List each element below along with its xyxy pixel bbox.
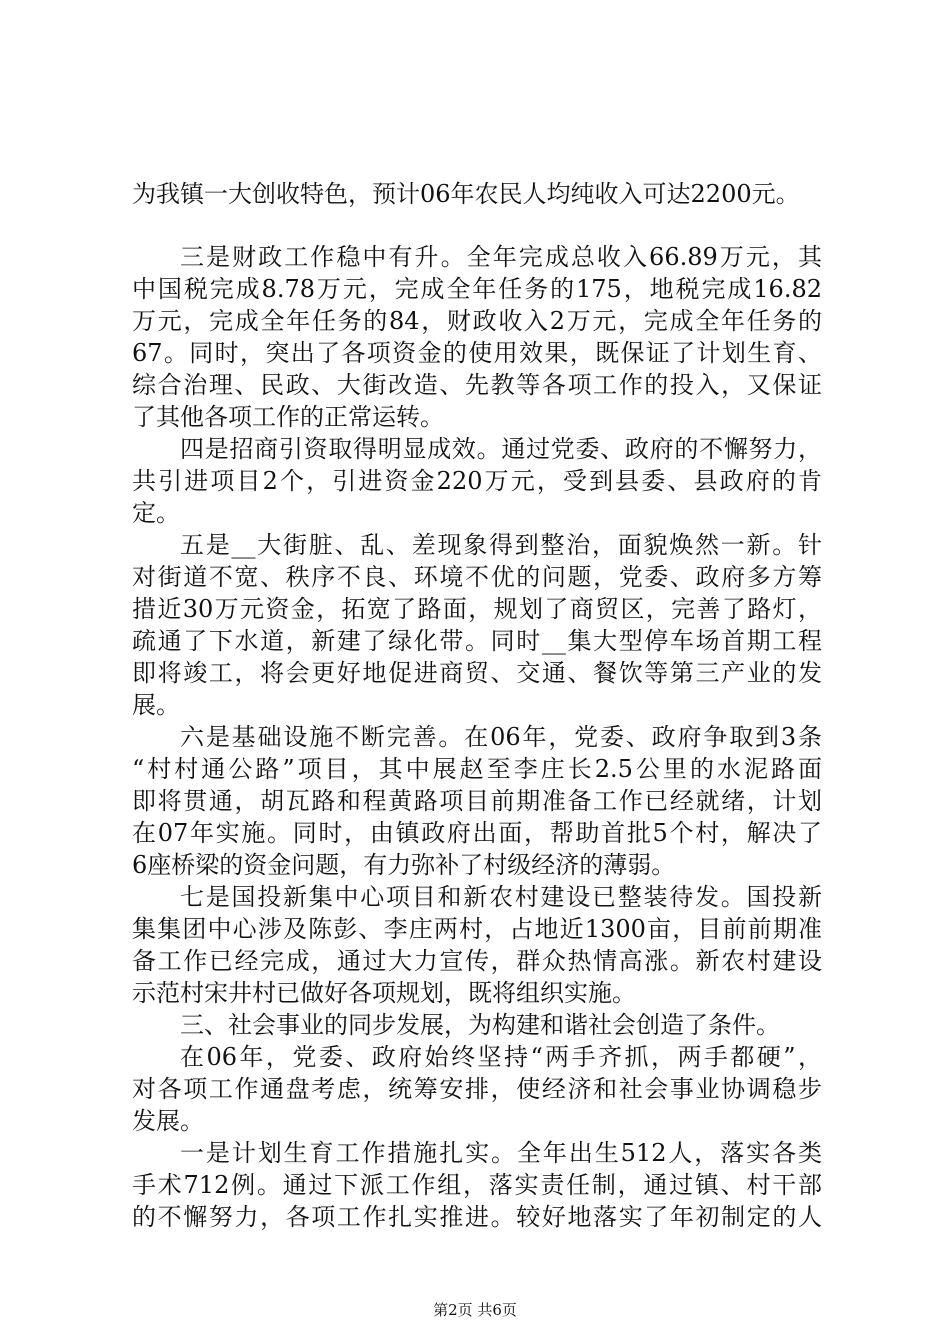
text-line: 手术712例。通过下派工作组，落实责任制，通过镇、村干部 (132, 1171, 822, 1199)
text-line: 中国税完成8.78万元，完成全年任务的175，地税完成16.82 (132, 275, 822, 303)
text-line: 措近30万元资金，拓宽了路面，规划了商贸区，完善了路灯， (132, 595, 822, 623)
text-line: 的不懈努力，各项工作扎实推进。较好地落实了年初制定的人 (132, 1203, 822, 1231)
text-line: 67。同时，突出了各项资金的使用效果，既保证了计划生育、 (132, 339, 822, 367)
text-line: 即将竣工，将会更好地促进商贸、交通、餐饮等第三产业的发 (132, 659, 822, 687)
text-line: 万元，完成全年任务的84，财政收入2万元，完成全年任务的 (132, 307, 822, 335)
text-line: 对街道不宽、秩序不良、环境不优的问题，党委、政府多方筹 (132, 563, 822, 591)
text-line: 六是基础设施不断完善。在06年，党委、政府争取到3条 (180, 723, 822, 751)
text-line: “村村通公路”项目，其中展赵至李庄长2.5公里的水泥路面 (132, 755, 822, 783)
text-line: 疏通了下水道，新建了绿化带。同时__集大型停车场首期工程 (132, 627, 822, 655)
page-footer: 第2页 共6页 (433, 1301, 517, 1319)
text-line: 备工作已经完成，通过大力宣传，群众热情高涨。新农村建设 (132, 947, 822, 975)
text-line: 为我镇一大创收特色，预计06年农民人均纯收入可达2200元。 (132, 180, 800, 208)
text-line: 综合治理、民政、大街改造、先教等各项工作的投入，又保证 (132, 371, 822, 399)
text-line: 五是__大街脏、乱、差现象得到整治，面貌焕然一新。针 (180, 531, 822, 559)
text-line: 即将贯通，胡瓦路和程黄路项目前期准备工作已经就绪，计划 (132, 787, 822, 815)
text-line: 一是计划生育工作措施扎实。全年出生512人，落实各类 (180, 1139, 822, 1167)
text-line: 四是招商引资取得明显成效。通过党委、政府的不懈努力， (180, 435, 822, 463)
text-line: 定。 (132, 499, 180, 527)
text-line: 在06年，党委、政府始终坚持“两手齐抓，两手都硬”， (180, 1043, 822, 1071)
text-line: 发展。 (132, 1107, 204, 1135)
text-line: 展。 (132, 691, 180, 719)
text-line: 集集团中心涉及陈彭、李庄两村，占地近1300亩，目前前期准 (132, 915, 822, 943)
text-line: 示范村宋井村已做好各项规划，既将组织实施。 (132, 979, 636, 1007)
text-line: 了其他各项工作的正常运转。 (132, 403, 444, 431)
section-heading: 三、社会事业的同步发展，为构建和谐社会创造了条件。 (180, 1011, 780, 1039)
text-line: 共引进项目2个，引进资金220万元，受到县委、县政府的肯 (132, 467, 822, 495)
text-line: 6座桥梁的资金问题，有力弥补了村级经济的薄弱。 (132, 851, 676, 879)
text-line: 对各项工作通盘考虑，统筹安排，使经济和社会事业协调稳步 (132, 1075, 822, 1103)
text-line: 三是财政工作稳中有升。全年完成总收入66.89万元，其 (180, 243, 822, 271)
text-line: 七是国投新集中心项目和新农村建设已整装待发。国投新 (180, 883, 822, 911)
text-line: 在07年实施。同时，由镇政府出面，帮助首批5个村，解决了 (132, 819, 822, 847)
